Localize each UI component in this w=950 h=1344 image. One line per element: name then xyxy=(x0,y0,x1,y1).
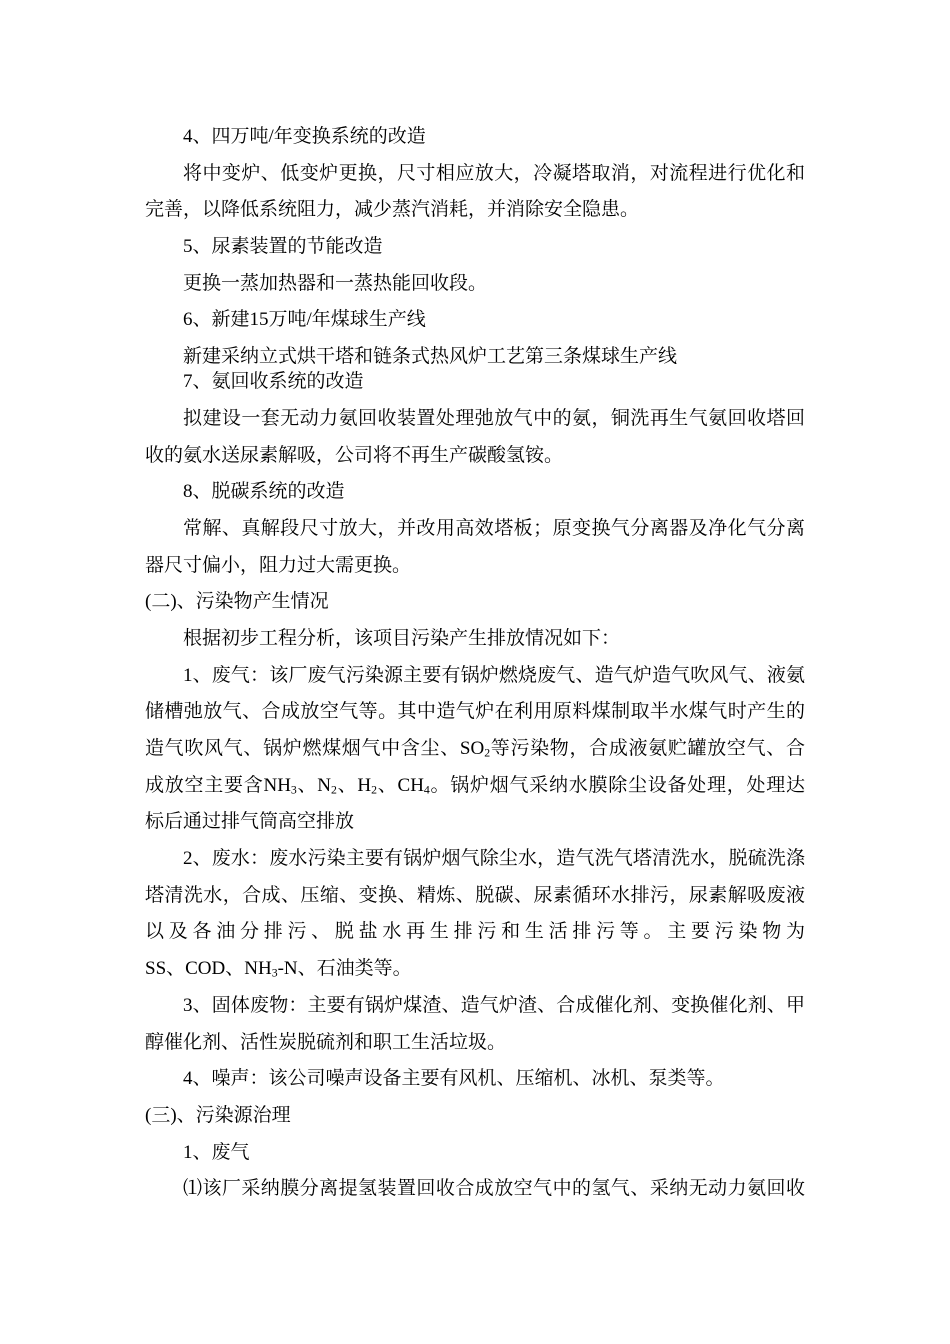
subscript: 2 xyxy=(371,783,378,797)
paragraph-line-waste-water: 2、废水：废水污染主要有锅炉烟气除尘水，造气洗气塔清洗水，脱硫洗涤 xyxy=(183,848,805,870)
paragraph-line: 新建采纳立式烘干塔和链条式热风炉工艺第三条煤球生产线 xyxy=(183,346,678,368)
paragraph-line: 储槽弛放气、合成放空气等。其中造气炉在利用原料煤制取半水煤气时产生的 xyxy=(145,701,805,723)
paragraph-line-noise: 4、噪声：该公司噪声设备主要有风机、压缩机、冰机、泵类等。 xyxy=(183,1068,725,1090)
paragraph-line: 以及各油分排污、脱盐水再生排污和生活排污等。主要污染物为 xyxy=(145,921,805,943)
paragraph-line xyxy=(145,731,805,768)
subscript: 2 xyxy=(331,783,337,797)
section-heading-pollution-treatment: (三)、污染源治理 xyxy=(145,1104,291,1126)
paragraph-line xyxy=(145,951,805,988)
line-text: 成放空主要含NH xyxy=(145,774,291,796)
paragraph-line: 塔清洗水，合成、压缩、变换、精炼、脱碳、尿素循环水排污，尿素解吸废液 xyxy=(145,884,805,906)
subscript: 4 xyxy=(423,783,430,797)
section-heading-pollutants: (二)、污染物产生情况 xyxy=(145,591,329,613)
subscript: 2 xyxy=(484,746,491,760)
paragraph-line-waste-gas: 1、废气：该厂废气污染源主要有锅炉燃烧废气、造气炉造气吹风气、液氨 xyxy=(183,664,805,686)
paragraph-line: 拟建设一套无动力氨回收装置处理弛放气中的氨，铜洗再生气氨回收塔回 xyxy=(183,407,805,429)
line-text: -N、石油类等。 xyxy=(277,958,412,980)
line-text: 、N xyxy=(296,774,332,796)
paragraph-line: 收的氨水送尿素解吸，公司将不再生产碳酸氢铵。 xyxy=(145,444,564,466)
line-text: 等污染物，合成液氨贮罐放空气、合 xyxy=(490,738,805,759)
item-heading-shift-conversion: 4、四万吨/年变换系统的改造 xyxy=(183,126,426,147)
paragraph-line: 将中变炉、低变炉更换，尺寸相应放大，冷凝塔取消，对流程进行优化和 xyxy=(183,162,805,184)
paragraph-line-solid-waste: 3、固体废物：主要有锅炉煤渣、造气炉渣、合成催化剂、变换催化剂、甲 xyxy=(183,994,805,1016)
paragraph-line: 标后通过排气筒高空排放 xyxy=(145,811,355,833)
line-text: 。锅炉烟气采纳水膜除尘设备处理，处理达 xyxy=(429,774,805,796)
subscript: 3 xyxy=(290,783,297,797)
paragraph-line: 根据初步工程分析，该项目污染产生排放情况如下： xyxy=(183,627,621,649)
document-page xyxy=(145,119,805,1208)
subscript: 3 xyxy=(271,966,278,980)
item-heading-decarbonization: 8、脱碳系统的改造 xyxy=(183,481,345,503)
line-text: 、H xyxy=(336,774,372,796)
paragraph-line: 常解、真解段尺寸放大，并改用高效塔板；原变换气分离器及净化气分离 xyxy=(183,517,805,539)
item-heading-waste-gas: 1、废气 xyxy=(183,1141,250,1163)
line-text: SS、COD、NH xyxy=(145,958,272,980)
paragraph-line: 醇催化剂、活性炭脱硫剂和职工生活垃圾。 xyxy=(145,1031,507,1053)
paragraph-line: 完善，以降低系统阻力，减少蒸汽消耗，并消除安全隐患。 xyxy=(145,199,640,221)
paragraph-line xyxy=(145,768,805,805)
paragraph-line: ⑴该厂采纳膜分离提氢装置回收合成放空气中的氢气、采纳无动力氨回收 xyxy=(183,1178,805,1200)
item-heading-urea-energy-saving: 5、尿素装置的节能改造 xyxy=(183,236,383,258)
paragraph-line: 器尺寸偏小，阻力过大需更换。 xyxy=(145,554,412,576)
item-heading-ammonia-recovery: 7、氨回收系统的改造 xyxy=(183,371,364,393)
line-text: 、CH xyxy=(377,774,424,796)
item-heading-coal-ball-line: 6、新建15万吨/年煤球生产线 xyxy=(183,309,426,331)
paragraph-line: 更换一蒸加热器和一蒸热能回收段。 xyxy=(183,272,488,294)
line-text: 造气吹风气、锅炉燃煤烟气中含尘、SO xyxy=(145,738,485,759)
